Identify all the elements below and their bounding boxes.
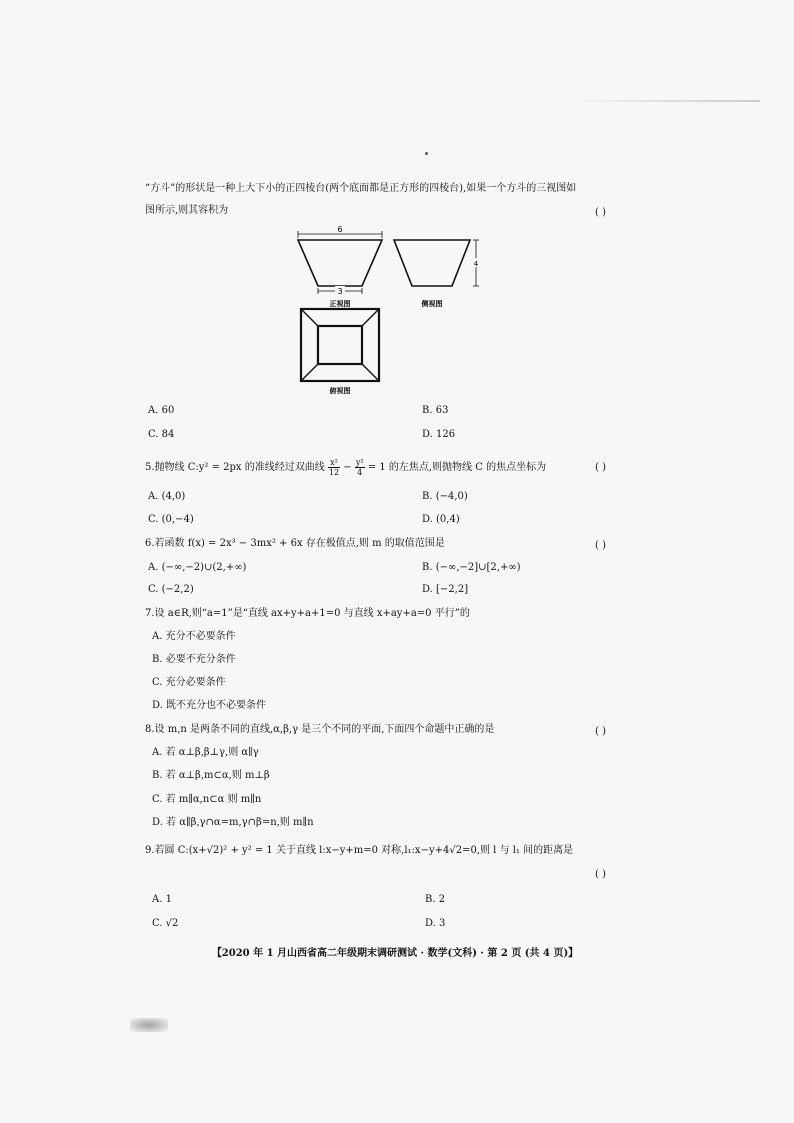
q8-answer-paren: ( ): [595, 726, 606, 737]
top-view-inner-square: [318, 326, 362, 364]
q4-stem-line2: 图所示,则其容积为: [145, 205, 229, 216]
q5-stem-pre: 5.抛物线 C:y² = 2px 的准线经过双曲线: [145, 462, 325, 473]
q7-option-d: D. 既不充分也不必要条件: [152, 700, 267, 711]
q8-option-c: C. 若 m∥α,n⊂α 则 m∥n: [152, 794, 262, 805]
q5-option-b: B. (−4,0): [422, 491, 468, 502]
q6-answer-paren: ( ): [595, 540, 606, 551]
q9-option-c: C. √2: [152, 918, 179, 929]
q8-stem: 8.设 m,n 是两条不同的直线,α,β,γ 是三个不同的平面,下面四个命题中正确的是: [145, 724, 495, 735]
q7-option-a: A. 充分不必要条件: [152, 631, 236, 642]
q7-option-c: C. 充分必要条件: [152, 677, 226, 688]
q7-option-b: B. 必要不充分条件: [152, 654, 236, 665]
top-view-label: 俯视图: [329, 387, 351, 395]
q9-option-d: D. 3: [425, 918, 446, 929]
bottom-dimension-label: 3: [337, 287, 343, 296]
q4-stem-line1: “方斗”的形状是一种上大下小的正四棱台(两个底面都是正方形的四棱台),如果一个方斗的三视图如: [145, 183, 577, 194]
q7-stem: 7.设 a∈R,则“a=1”是“直线 ax+y+a+1=0 与直线 x+ay+a=0 平行”的: [145, 608, 470, 619]
q5-answer-paren: ( ): [595, 462, 606, 473]
side-view-diagram: [388, 222, 488, 312]
top-view-diagram: [296, 306, 386, 398]
scan-artifact-line: [560, 100, 760, 102]
page-footer: 【2020 年 1 月山西省高二年级期末调研测试 · 数学(文科) · 第 2 页 (共 4 页)】: [211, 948, 579, 959]
q5-fraction-y: $\frac{\text{y²}}{4}$: [355, 458, 364, 477]
q8-option-a: A. 若 α⊥β,β⊥γ,则 α∥γ: [152, 747, 259, 758]
q6-option-a: A. (−∞,−2)∪(2,+∞): [148, 562, 247, 573]
q5-option-c: C. (0,−4): [148, 514, 194, 525]
q5-option-d: D. (0,4): [422, 514, 460, 525]
top-dimension-label: 6: [337, 225, 343, 234]
side-view-trapezoid: [394, 240, 470, 286]
q5-fraction-x: $\frac{\text{x²}}{12}$: [328, 458, 340, 477]
q5-option-a: A. (4,0): [148, 491, 186, 502]
q5-stem-post: = 1 的左焦点,则抛物线 C 的焦点坐标为: [367, 462, 547, 473]
q4-option-c: C. 84: [148, 429, 175, 440]
q6-option-b: B. (−∞,−2]∪[2,+∞): [422, 562, 521, 573]
side-view-label: 侧视图: [421, 300, 443, 308]
q9-option-a: A. 1: [152, 894, 172, 905]
q9-option-b: B. 2: [425, 894, 446, 905]
q8-option-d: D. 若 α∥β,γ∩α=m,γ∩β=n,则 m∥n: [152, 817, 314, 828]
q9-stem: 9.若圆 C:(x+√2)² + y² = 1 关于直线 l:x−y+m=0 对称,l₁:x−y+4√2=0,则 l 与 l₁ 间的距离是: [145, 845, 574, 856]
q6-option-c: C. (−2,2): [148, 584, 194, 595]
front-view-diagram: [290, 222, 390, 312]
front-view-trapezoid: [298, 240, 382, 286]
height-dimension-label: 4: [473, 260, 479, 268]
q8-option-b: B. 若 α⊥β,m⊂α,则 m⊥β: [152, 770, 270, 781]
front-view-label: 正视图: [329, 300, 351, 308]
q4-option-d: D. 126: [422, 429, 456, 440]
q5-stem: 5.抛物线 C:y² = 2px 的准线经过双曲线 $\frac{\text{x²}}{12}$ − $\frac{\text{y²}}{4}$ = 1 的左焦点,则抛物线 C 的焦点坐标为: [145, 458, 547, 477]
scan-blot: [130, 1018, 168, 1032]
q4-answer-paren: ( ): [595, 207, 606, 218]
q4-option-b: B. 63: [422, 405, 449, 416]
q6-stem: 6.若函数 f(x) = 2x³ − 3mx² + 6x 存在极值点,则 m 的取值范围是: [145, 538, 445, 549]
q6-option-d: D. [−2,2]: [422, 584, 469, 595]
q4-option-a: A. 60: [148, 405, 175, 416]
q9-answer-paren: ( ): [595, 869, 606, 880]
scan-speck: [425, 152, 428, 155]
